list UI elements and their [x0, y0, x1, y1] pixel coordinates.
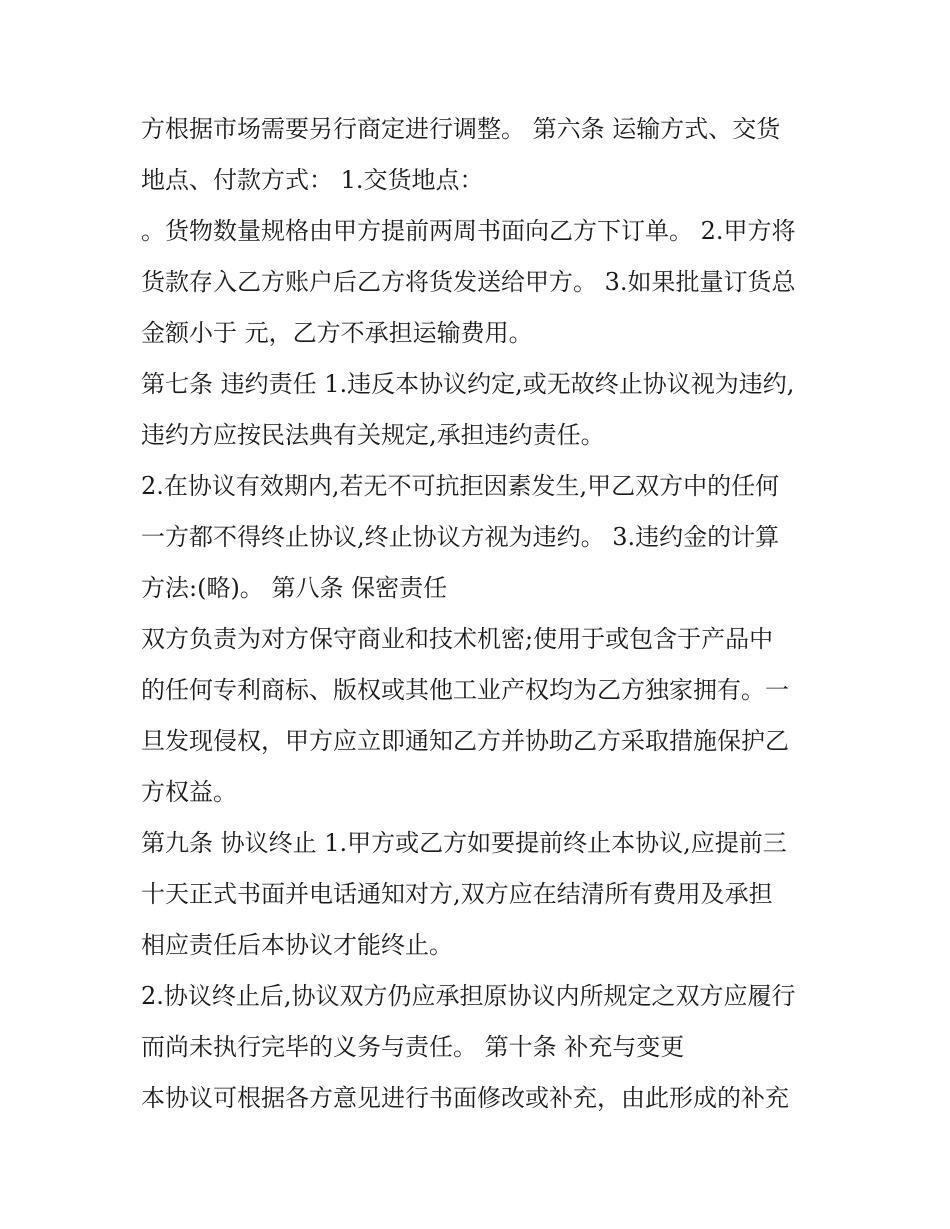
- text-line: 地点、付款方式： 1.交货地点：: [141, 166, 484, 194]
- text-line: 而尚未执行完毕的义务与责任。 第十条 补充与变更: [141, 1033, 685, 1061]
- text-line: 2.在协议有效期内,若无不可抗拒因素发生,甲乙双方中的任何: [141, 472, 780, 500]
- text-line: 十天正式书面并电话通知对方,双方应在结清所有费用及承担: [141, 880, 773, 908]
- text-line: 。货物数量规格由甲方提前两周书面向乙方下订单。 2.甲方将: [141, 217, 796, 245]
- text-line: 2.协议终止后,协议双方仍应承担原协议内所规定之双方应履行: [141, 982, 796, 1010]
- text-line: 的任何专利商标、版权或其他工业产权均为乙方独家拥有。一: [141, 676, 789, 704]
- text-line: 金额小于 元，乙方不承担运输费用。: [141, 319, 533, 347]
- text-line: 双方负责为对方保守商业和技术机密;使用于或包含于产品中: [141, 625, 774, 653]
- text-line: 相应责任后本协议才能终止。: [141, 931, 453, 959]
- text-line: 本协议可根据各方意见进行书面修改或补充，由此形成的补充: [141, 1084, 789, 1112]
- contract-text-body: [141, 104, 821, 1124]
- text-line: 旦发现侵权，甲方应立即通知乙方并协助乙方采取措施保护乙: [141, 727, 789, 755]
- text-line: 货款存入乙方账户后乙方将货发送给甲方。 3.如果批量订货总: [141, 268, 796, 296]
- text-line: 一方都不得终止协议,终止协议方视为违约。 3.违约金的计算: [141, 523, 780, 551]
- text-line: 违约方应按民法典有关规定,承担违约责任。: [141, 421, 605, 449]
- text-line: 方权益。: [141, 778, 237, 806]
- text-line: 第九条 协议终止 1.甲方或乙方如要提前终止本协议,应提前三: [141, 829, 787, 857]
- text-line: 方根据市场需要另行商定进行调整。 第六条 运输方式、交货: [141, 115, 781, 143]
- text-line: 方法:(略)。 第八条 保密责任: [141, 574, 448, 602]
- text-line: 第七条 违约责任 1.违反本协议约定,或无故终止协议视为违约,: [141, 370, 795, 398]
